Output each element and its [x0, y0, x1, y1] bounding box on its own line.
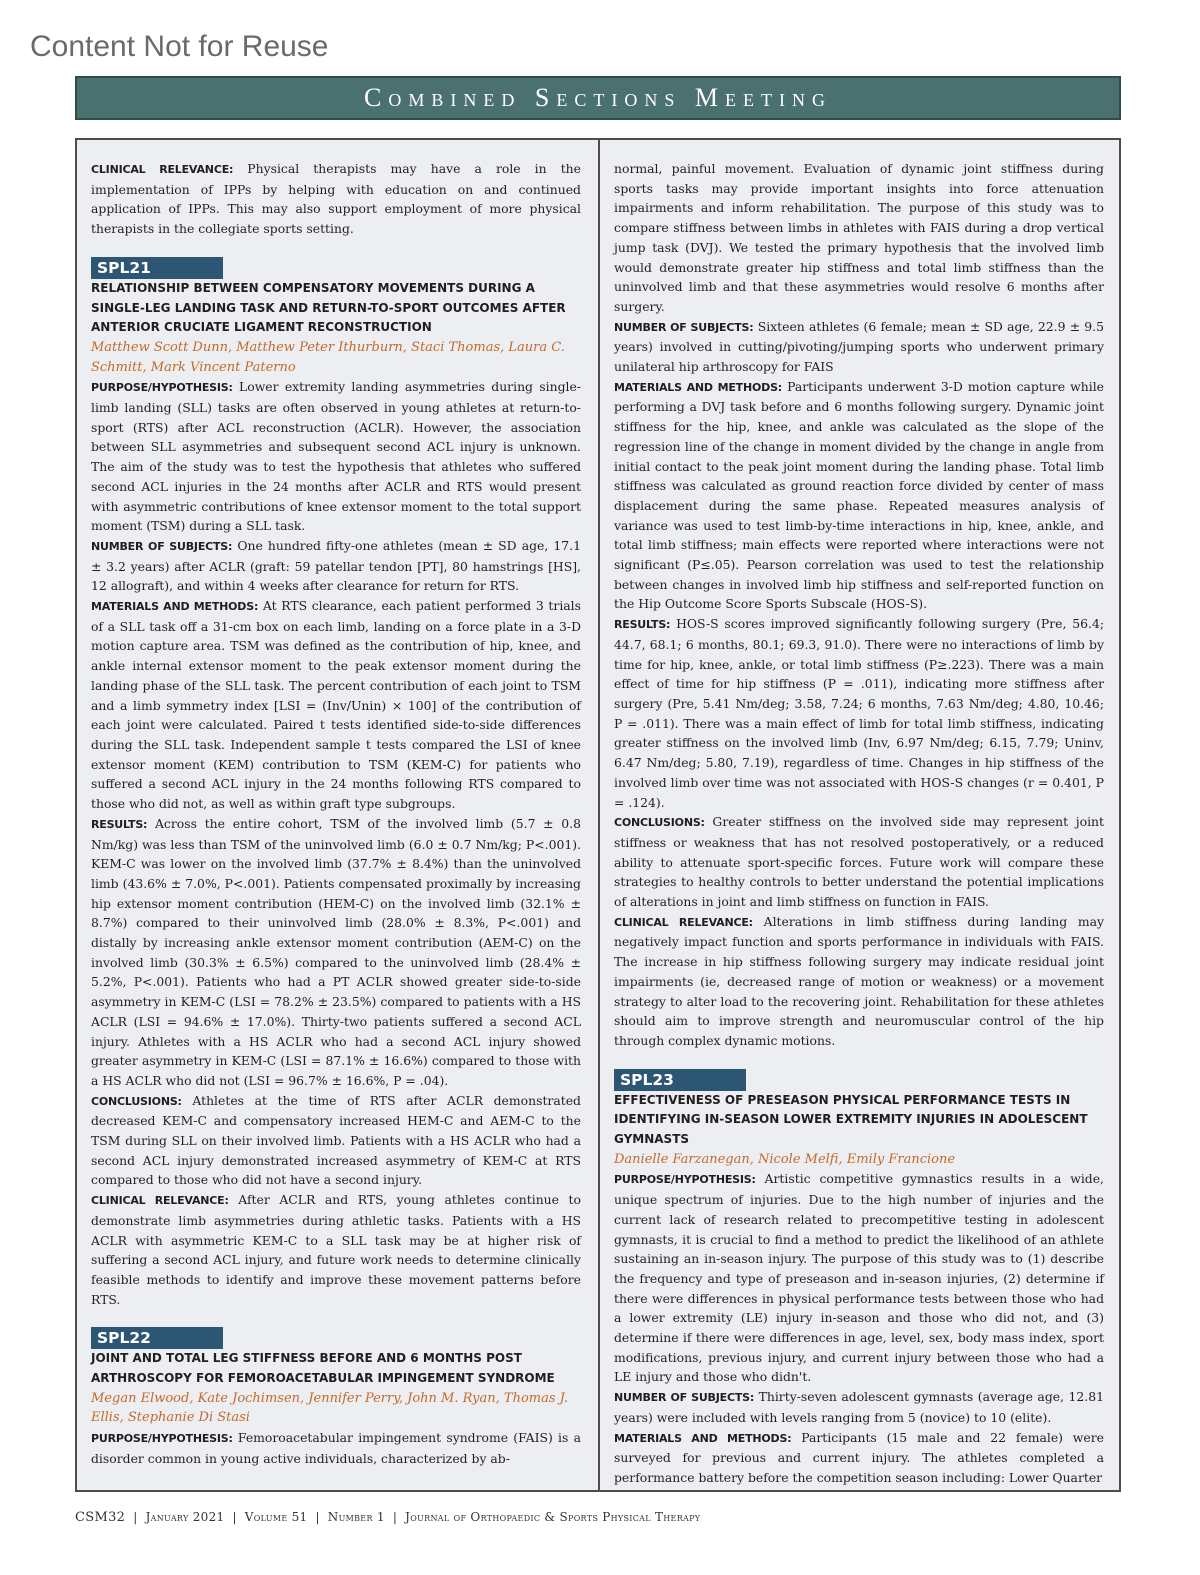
abstract-authors: Megan Elwood, Kate Jochimsen, Jennifer Perry, John M. Ryan, Thomas J. Ellis, Stephanie Di Stasi	[91, 1390, 568, 1426]
article-frame	[75, 138, 1121, 1492]
paragraph-purpose	[91, 377, 581, 536]
paragraph-clinical-relevance	[91, 159, 581, 239]
label: CONCLUSIONS:	[614, 816, 705, 830]
label: CLINICAL RELEVANCE:	[614, 915, 753, 929]
text: Artistic competitive gymnastics results in a wide, unique spectrum of injuries. Due to the high number of injuries and the current lack of research related to precompetitive testing in adolescent gymnasts, it is crucial to find a method to predict the likelihood of an athlete sustaining an in-season injury. The purpose of this study was to (1) describe the frequency and type of preseason and in-season injuries, (2) determine if there were differences in physical performance tests between those who had a lower extremity (LE) injury in-season and those who did not, and (3) determine if there were differences in age, level, sex, body mass index, sport modifications, previous injury, and current injury between those who had a LE injury and those who didn't.	[614, 1171, 1104, 1385]
right-column	[614, 159, 1104, 1488]
paragraph-results	[91, 814, 581, 1091]
paragraph-subjects	[614, 317, 1104, 377]
paragraph-purpose	[91, 1428, 581, 1468]
text: Physical therapists may have a role in the implementation of IPPs by helping with education on and continued application of IPPs. This may also support employment of more physical therapists in the collegiate sports setting.	[91, 161, 581, 237]
issue-date: January 2021	[145, 1510, 225, 1524]
text: Across the entire cohort, TSM of the involved limb (5.7 ± 0.8 Nm/kg) was less than TSM of the uninvolved limb (6.0 ± 0.7 Nm/kg; P<.001). KEM-C was lower on the involved limb (37.7% ± 8.4%) than the uninvolved limb (43.6% ± 7.0%, P<.001). Patients compensated proximally by increasing hip extensor moment contribution (HEM-C) on the involved limb (32.1% ± 8.7%) compared to their uninvolved limb (28.0% ± 8.3%, P<.001) and distally by increasing ankle extensor moment contribution (AEM-C) on the involved limb (30.3% ± 6.5%) compared to the uninvolved limb (28.4% ± 5.2%, P<.001). Patients who had a PT ACLR showed greater side-to-side asymmetry in KEM-C (LSI = 78.2% ± 23.5%) compared to patients with a HS ACLR (LSI = 94.6% ± 17.0%). Thirty-two patients suffered a second ACL injury. Athletes with a HS ACLR who had a second ACL injury showed greater asymmetry in KEM-C (LSI = 87.1% ± 16.6%) compared to those with a HS ACLR who did not (LSI = 96.7% ± 16.6%, P = .04).	[91, 815, 581, 1088]
paragraph-continued	[614, 159, 1104, 317]
watermark: Content Not for Reuse	[30, 30, 329, 63]
abstract-code-spl22: SPL22	[91, 1327, 223, 1349]
volume: Volume 51	[244, 1510, 308, 1524]
paragraph-methods	[614, 1428, 1104, 1488]
label: PURPOSE/HYPOTHESIS:	[91, 1432, 233, 1446]
abstract-title: EFFECTIVENESS OF PRESEASON PHYSICAL PERFORMANCE TESTS IN IDENTIFYING IN-SEASON LOWER EXTREMITY INJURIES IN ADOLESCENT GYMNASTS	[614, 1092, 1088, 1147]
text: Alterations in limb stiffness during landing may negatively impact function and sports performance in individuals with FAIS. The increase in hip stiffness following surgery may indicate residual joint impairments (ie, decreased range of motion or weakness) or a movement strategy to alter load to the recovering joint. Rehabilitation for these athletes should aim to improve strength and neuromuscular control of the hip through complex dynamic motions.	[614, 913, 1105, 1048]
page-footer: CSM32 | January 2021 | Volume 51 | Number 1 | Journal of Orthopaedic & Sports Physical Therapy	[75, 1510, 701, 1525]
label: MATERIALS AND METHODS:	[614, 1431, 792, 1445]
label: CLINICAL RELEVANCE:	[91, 163, 234, 176]
text: Participants underwent 3-D motion capture while performing a DVJ task before and 6 months following surgery. Dynamic joint stiffness for the hip, knee, and ankle was calculated as the slope of the regression line of the change in moment divided by the change in angle from initial contact to the peak joint moment during the landing phase. Total limb stiffness was calculated as ground reaction force divided by center of mass displacement during the same phase. Repeated measures analysis of variance was used to test limb-by-time interactions in hip, knee, ankle, and total limb stiffness; main effects were reported where interactions were not significant (P≤.05). Pearson correlation was used to test the relationship between changes in involved limb hip stiffness and self-reported function on the Hip Outcome Score Sports Subscale (HOS-S).	[614, 378, 1104, 612]
text: Femoroacetabular impingement syndrome (FAIS) is a disorder common in young active individuals, characterized by ab-	[91, 1430, 581, 1466]
text: Sixteen athletes (6 female; mean ± SD age, 22.9 ± 9.5 years) involved in cutting/pivoting/jumping sports who underwent primary unilateral hip arthroscopy for FAIS	[614, 318, 1104, 375]
abstract-authors: Danielle Farzanegan, Nicole Melfi, Emily Francione	[614, 1151, 956, 1167]
text: Greater stiffness on the involved side may represent joint stiffness or weakness that has not resolved postoperatively, or a reduced ability to attenuate sport-specific forces. Future work will compare these strategies to healthy controls to better understand the potential implications of alterations in joint and limb stiffness on function in FAIS.	[614, 814, 1104, 910]
paragraph-methods	[614, 377, 1104, 614]
journal-name: Journal of Orthopaedic & Sports Physical Therapy	[405, 1510, 701, 1524]
label: RESULTS:	[614, 618, 671, 632]
abstract-authors: Matthew Scott Dunn, Matthew Peter Ithurburn, Staci Thomas, Laura C. Schmitt, Mark Vincent Paterno	[91, 339, 565, 375]
paragraph-conclusions	[91, 1091, 581, 1191]
text: At RTS clearance, each patient performed 3 trials of a SLL task off a 31-cm box on each limb, landing on a force plate in a 3-D motion capture area. TSM was defined as the contribution of hip, knee, and ankle internal extensor moment to the peak extensor moment during the landing phase of the SLL task. The percent contribution of each joint to TSM and a limb symmetry index [LSI = (Inv/Unin) × 100] of the contribution of each joint were calculated. Paired t tests identified side-to-side differences during the SLL task. Independent sample t tests compared the LSI of knee extensor moment (KEM) contribution to TSM (KEM-C) for patients who suffered a second ACL injury in the 24 months following RTS compared to those who did not, as well as within graft type subgroups.	[91, 598, 581, 812]
label: MATERIALS AND METHODS:	[614, 380, 782, 394]
label: NUMBER OF SUBJECTS:	[614, 1391, 755, 1405]
paragraph-subjects	[614, 1387, 1104, 1427]
text: Thirty-seven adolescent gymnasts (average age, 12.81 years) were included with levels ranging from 5 (novice) to 10 (elite).	[614, 1389, 1104, 1425]
page-number: CSM32	[75, 1510, 126, 1525]
text: After ACLR and RTS, young athletes continue to demonstrate limb asymmetries during athletic tasks. Patients with a HS ACLR with asymmetric KEM-C to a SLL task may be at higher risk of suffering a second ACL injury, and future work needs to determine clinically feasible methods to identify and improve these movement patterns before RTS.	[91, 1192, 581, 1307]
label: PURPOSE/HYPOTHESIS:	[614, 1173, 756, 1187]
section-banner	[75, 76, 1121, 120]
paragraph-subjects	[91, 536, 581, 596]
label: PURPOSE/HYPOTHESIS:	[91, 381, 233, 395]
paragraph-conclusions	[614, 812, 1104, 912]
text: Lower extremity landing asymmetries during single-limb landing (SLL) tasks are often observed in young athletes at return-to-sport (RTS) after ACL reconstruction (ACLR). However, the association between SLL asymmetries and subsequent second ACL injury is unknown. The aim of the study was to test the hypothesis that athletes who suffered second ACL injuries in the 24 months after ACLR and RTS would present with asymmetric contributions of knee extensor moment to the total support moment (TSM) during a SLL task.	[91, 379, 581, 534]
text: Athletes at the time of RTS after ACLR demonstrated decreased KEM-C and compensatory increased HEM-C and AEM-C to the TSM during SLL on their involved limb. Patients with a HS ACLR who had a second ACL injury demonstrated increased asymmetry of KEM-C at RTS compared to those who did not have a second injury.	[91, 1092, 581, 1188]
paragraph-clinical-relevance	[614, 912, 1104, 1051]
text: HOS-S scores improved significantly following surgery (Pre, 56.4; 44.7, 68.1; 6 months, 80.1; 69.3, 91.0). There were no interactions of limb by time for hip, knee, ankle, or total limb stiffness (P≥.223). There was a main effect of time for hip stiffness (P = .011), indicating more stiffness after surgery (Pre, 5.41 Nm/deg; 3.58, 7.24; 6 months, 7.63 Nm/deg; 4.80, 10.46; P = .011). There was a main effect of limb for total limb stiffness, indicating greater stiffness on the involved limb (Inv, 6.97 Nm/deg; 6.15, 7.79; Uninv, 6.47 Nm/deg; 5.80, 7.19), regardless of time. Changes in hip stiffness of the involved limb over time was not associated with HOS-S changes (r = 0.401, P = .124).	[614, 616, 1104, 810]
label: MATERIALS AND METHODS:	[91, 600, 259, 614]
paragraph-results	[614, 614, 1104, 812]
text: One hundred fifty-one athletes (mean ± SD age, 17.1 ± 3.2 years) after ACLR (graft: 59 patellar tendon [PT], 80 hamstrings [HS], 12 allograft), and within 4 weeks after clearance for return for RTS.	[91, 537, 581, 594]
paragraph-clinical-relevance	[91, 1190, 581, 1309]
abstract-title: RELATIONSHIP BETWEEN COMPENSATORY MOVEMENTS DURING A SINGLE-LEG LANDING TASK AND RETURN-TO-SPORT OUTCOMES AFTER ANTERIOR CRUCIATE LIGAMENT RECONSTRUCTION	[91, 280, 566, 335]
label: CLINICAL RELEVANCE:	[91, 1194, 229, 1208]
label: RESULTS:	[91, 817, 148, 831]
abstract-code-spl21: SPL21	[91, 257, 223, 279]
banner-title: Combined Sections Meeting	[364, 83, 832, 112]
paragraph-methods	[91, 596, 581, 814]
label: NUMBER OF SUBJECTS:	[91, 539, 233, 553]
left-column	[91, 159, 581, 1469]
abstract-title: JOINT AND TOTAL LEG STIFFNESS BEFORE AND 6 MONTHS POST ARTHROSCOPY FOR FEMOROACETABULAR IMPINGEMENT SYNDROME	[91, 1351, 555, 1386]
column-divider	[598, 140, 600, 1490]
issue-number: Number 1	[327, 1510, 385, 1524]
paragraph-purpose	[614, 1169, 1104, 1387]
abstract-code-spl23: SPL23	[614, 1069, 746, 1091]
label: CONCLUSIONS:	[91, 1094, 182, 1108]
text: Participants (15 male and 22 female) were surveyed for previous and current injury. The athletes completed a performance battery before the competition season including: Lower Quarter	[614, 1429, 1104, 1485]
text: normal, painful movement. Evaluation of dynamic joint stiffness during sports tasks may provide important insights into force attenuation impairments and inform rehabilitation. The purpose of this study was to compare stiffness between limbs in athletes with FAIS during a drop vertical jump task (DVJ). We tested the primary hypothesis that the involved limb would demonstrate greater hip stiffness and total limb stiffness than the uninvolved limb and that these asymmetries would resolve 6 months after surgery.	[614, 161, 1104, 314]
label: NUMBER OF SUBJECTS:	[614, 320, 754, 334]
